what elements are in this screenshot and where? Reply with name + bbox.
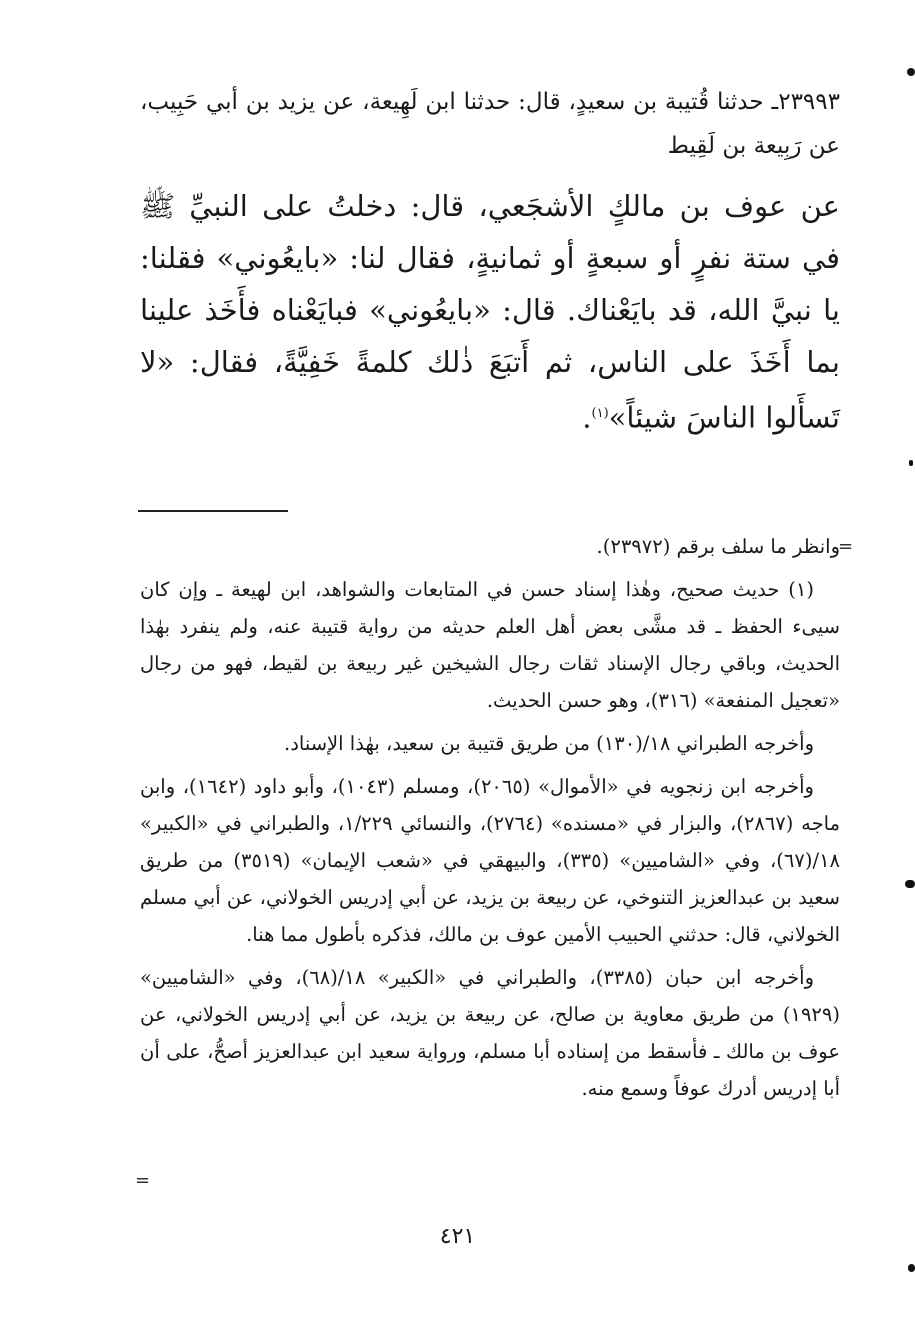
scan-artifact <box>905 880 915 888</box>
scan-artifact <box>907 68 915 76</box>
hadith-end-mark: . <box>582 400 592 435</box>
footnote-paragraph: وأخرجه ابن حبان (٣٣٨٥)، والطبراني في «الكبير» ١٨/(٦٨)، وفي «الشاميين» (١٩٢٩) من طريق معاوية بن صالح، عن ربيعة بن يزيد، عن أبي إدريس الخولاني، عن عوف بن مالك ـ فأسقط من إسناده أبا مسلم، ورواية سعيد ابن عبدالعزيز أصحُّ، على أن أبا إدريس أدرك عوفاً وسمع منه. <box>140 966 840 1100</box>
footnote-separator <box>138 510 288 512</box>
main-text <box>140 80 840 444</box>
footnote-paragraph: وأخرجه الطبراني ١٨/(١٣٠) من طريق قتيبة بن سعيد، بهٰذا الإسناد. <box>284 732 814 755</box>
continuation-text: وانظر ما سلف برقم (٢٣٩٧٢). <box>596 535 840 558</box>
scan-artifact <box>909 460 913 466</box>
page-number: ٤٢١ <box>439 1224 476 1249</box>
footnote-paragraph: وأخرجه ابن زنجويه في «الأموال» (٢٠٦٥)، ومسلم (١٠٤٣)، وأبو داود (١٦٤٢)، وابن ماجه (٢٨٦٧)، والبزار في «مسنده» (٢٧٦٤)، والنسائي ١/٢٢٩، والطبراني في «الكبير» ١٨/(٦٧)، وفي «الشاميين» (٣٣٥)، والبيهقي في «شعب الإيمان» (٣٥١٩) من طريق سعيد بن عبدالعزيز التنوخي، عن ربيعة بن يزيد، عن أبي إدريس الخولاني، عن أبي مسلم الخولاني، قال: حدثني الحبيب الأمين عوف بن مالك، فذكره بأطول مما هنا. <box>140 775 841 946</box>
scan-artifact <box>908 1264 915 1272</box>
hadith-header: ٢٣٩٩٣ـ حدثنا قُتيبة بن سعيدٍ، قال: حدثنا ابن لَهِيعة، عن يزيد بن أبي حَبِيب، عن رَبِيعة بن لَقِيط <box>140 89 840 159</box>
footnote-paragraph: (١) حديث صحيح، وهٰذا إسناد حسن في المتابعات والشواهد، ابن لهيعة ـ وإن كان سيىء الحفظ ـ قد مشَّى بعض أهل العلم حديثه من رواية قتيبة عنه، ولم ينفرد بهٰذا الحديث، وباقي رجال الإسناد ثقات رجال الشيخين غير ربيعة بن لقيط، فهو من رجال «تعجيل المنفعة» (٣١٦)، وهو حسن الحديث. <box>140 578 840 712</box>
trailing-continuation-mark: = <box>135 1170 151 1191</box>
footnote-continuation <box>140 528 840 565</box>
continuation-mark: = <box>838 536 854 557</box>
hadith-body <box>140 180 840 444</box>
hadith-body-text: عن عوف بن مالكٍ الأشجَعي، قال: دخلتُ على النبيِّ ﷺ في ستة نفرٍ أو سبعةٍ أو ثمانيةٍ، فقال لنا: «بايعُوني» فقلنا: يا نبيَّ الله، قد بايَعْناك. قال: «بايعُوني» فبايَعْناه فأَخَذ علينا بما أَخَذَ على الناس، ثم أَتبَعَ ذٰلك كلمةً خَفِيَّةً، فقال: «لا تَسأَلوا الناسَ شيئاً» <box>140 189 840 435</box>
footnotes <box>140 528 840 1113</box>
footnote-reference: (١) <box>591 406 609 421</box>
